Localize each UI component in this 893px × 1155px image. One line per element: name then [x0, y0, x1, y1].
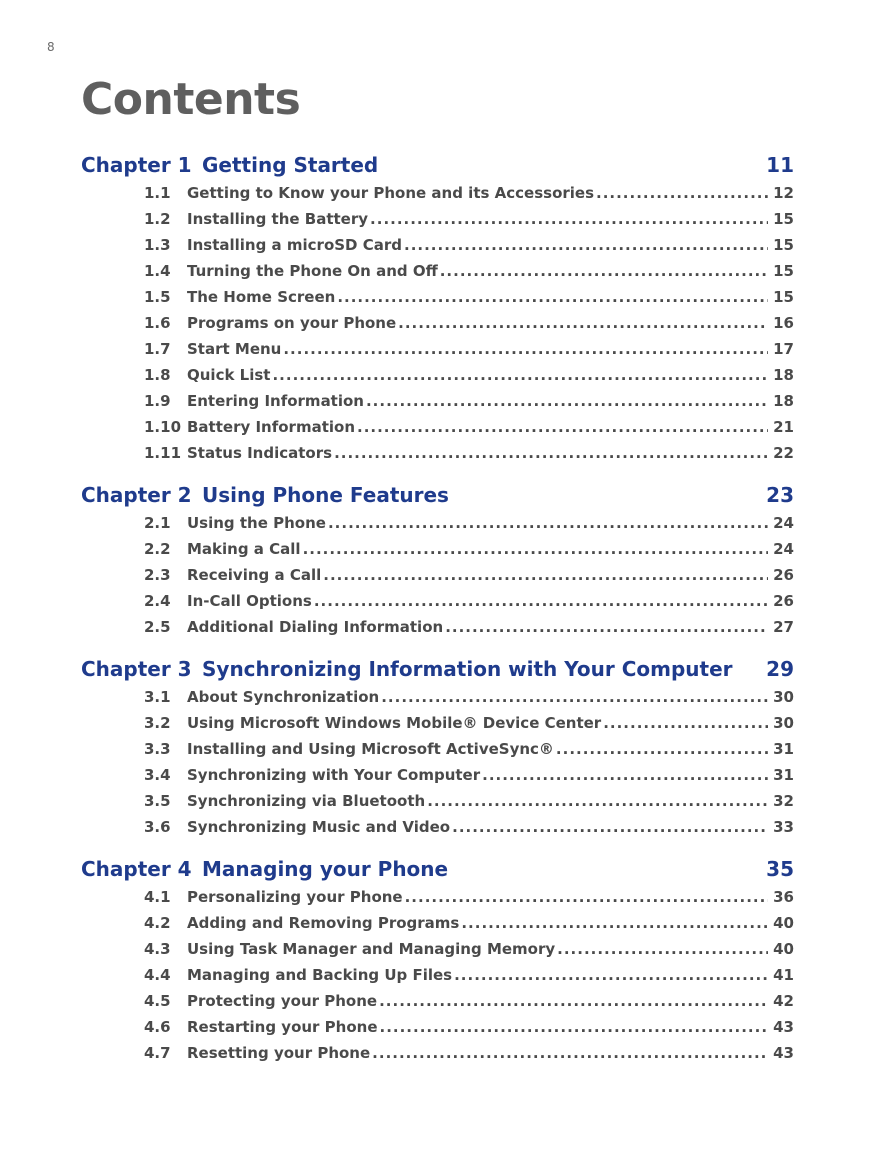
section-page-number: 43	[773, 1018, 794, 1036]
dot-leader	[380, 1018, 768, 1036]
toc-entry[interactable]	[81, 392, 794, 418]
section-number: 1.4	[144, 262, 171, 280]
toc-entry[interactable]	[81, 714, 794, 740]
section-title: Making a Call	[187, 540, 301, 558]
section-page-number: 15	[773, 288, 794, 306]
section-title: Installing the Battery	[187, 210, 369, 228]
section-number: 3.4	[144, 766, 171, 784]
section-list	[81, 688, 794, 844]
section-number: 4.2	[144, 914, 171, 932]
dot-leader	[482, 766, 768, 784]
section-number: 1.9	[144, 392, 171, 410]
dot-leader	[603, 714, 768, 732]
toc-entry[interactable]	[81, 236, 794, 262]
section-number: 1.2	[144, 210, 171, 228]
chapter-heading[interactable]	[81, 657, 794, 687]
chapter-label: Chapter 1	[81, 153, 192, 177]
dot-leader	[556, 740, 768, 758]
section-number: 1.8	[144, 366, 171, 384]
section-number: 3.2	[144, 714, 171, 732]
section-number: 4.7	[144, 1044, 171, 1062]
toc-entry[interactable]	[81, 940, 794, 966]
chapter-title: Synchronizing Information with Your Computer	[202, 657, 733, 681]
chapter-page-number: 29	[766, 657, 794, 681]
section-number: 1.7	[144, 340, 171, 358]
toc-entry[interactable]	[81, 1018, 794, 1044]
section-title: Start Menu	[187, 340, 282, 358]
section-page-number: 43	[773, 1044, 794, 1062]
toc-entry[interactable]	[81, 514, 794, 540]
section-page-number: 22	[773, 444, 794, 462]
section-number: 4.4	[144, 966, 171, 984]
section-page-number: 27	[773, 618, 794, 636]
section-title: Programs on your Phone	[187, 314, 397, 332]
toc-entry[interactable]	[81, 740, 794, 766]
section-list	[81, 184, 794, 470]
section-page-number: 15	[773, 236, 794, 254]
chapter-section	[81, 483, 794, 644]
section-page-number: 24	[773, 540, 794, 558]
section-title: Installing a microSD Card	[187, 236, 402, 254]
toc-entry[interactable]	[81, 262, 794, 288]
section-number: 1.10	[144, 418, 182, 436]
dot-leader	[445, 618, 768, 636]
section-page-number: 40	[773, 940, 794, 958]
section-page-number: 26	[773, 592, 794, 610]
section-number: 4.5	[144, 992, 171, 1010]
section-page-number: 26	[773, 566, 794, 584]
chapter-heading[interactable]	[81, 153, 794, 183]
toc-entry[interactable]	[81, 340, 794, 366]
chapter-heading[interactable]	[81, 483, 794, 513]
toc-entry[interactable]	[81, 288, 794, 314]
chapter-label: Chapter 4	[81, 857, 192, 881]
section-title: About Synchronization	[187, 688, 380, 706]
section-title: Managing and Backing Up Files	[187, 966, 453, 984]
section-list	[81, 888, 794, 1070]
dot-leader	[323, 566, 768, 584]
toc-entry[interactable]	[81, 914, 794, 940]
chapter-title: Managing your Phone	[202, 857, 449, 881]
section-number: 2.3	[144, 566, 171, 584]
section-page-number: 15	[773, 210, 794, 228]
section-number: 2.4	[144, 592, 171, 610]
page-title: Contents	[81, 74, 301, 125]
section-title: Quick List	[187, 366, 271, 384]
chapter-page-number: 23	[766, 483, 794, 507]
section-title: Battery Information	[187, 418, 356, 436]
chapter-section	[81, 153, 794, 470]
section-page-number: 18	[773, 366, 794, 384]
section-title: Restarting your Phone	[187, 1018, 378, 1036]
dot-leader	[334, 444, 768, 462]
section-title: Installing and Using Microsoft ActiveSync®	[187, 740, 554, 758]
dot-leader	[283, 340, 768, 358]
toc-entry[interactable]	[81, 418, 794, 444]
section-page-number: 12	[773, 184, 794, 202]
toc-entry[interactable]	[81, 618, 794, 644]
section-title: Using Task Manager and Managing Memory	[187, 940, 556, 958]
dot-leader	[372, 1044, 768, 1062]
section-number: 1.11	[144, 444, 182, 462]
section-title: Synchronizing via Bluetooth	[187, 792, 426, 810]
toc-entry[interactable]	[81, 592, 794, 618]
table-of-contents	[81, 153, 794, 1083]
section-number: 1.1	[144, 184, 171, 202]
section-page-number: 16	[773, 314, 794, 332]
toc-entry[interactable]	[81, 184, 794, 210]
toc-entry[interactable]	[81, 688, 794, 714]
section-title: In-Call Options	[187, 592, 312, 610]
toc-entry[interactable]	[81, 818, 794, 844]
chapter-heading[interactable]	[81, 857, 794, 887]
toc-entry[interactable]	[81, 966, 794, 992]
section-page-number: 24	[773, 514, 794, 532]
chapter-section	[81, 857, 794, 1070]
section-page-number: 31	[773, 740, 794, 758]
section-number: 3.3	[144, 740, 171, 758]
section-title: Protecting your Phone	[187, 992, 378, 1010]
section-page-number: 18	[773, 392, 794, 410]
dot-leader	[272, 366, 768, 384]
section-page-number: 21	[773, 418, 794, 436]
toc-entry[interactable]	[81, 792, 794, 818]
page-number: 8	[47, 40, 55, 54]
section-page-number: 33	[773, 818, 794, 836]
toc-entry[interactable]	[81, 444, 794, 470]
dot-leader	[454, 966, 768, 984]
section-page-number: 36	[773, 888, 794, 906]
dot-leader	[370, 210, 768, 228]
section-page-number: 30	[773, 714, 794, 732]
toc-entry[interactable]	[81, 992, 794, 1018]
dot-leader	[337, 288, 768, 306]
chapter-section	[81, 657, 794, 844]
section-title: Getting to Know your Phone and its Accessories	[187, 184, 595, 202]
section-page-number: 32	[773, 792, 794, 810]
dot-leader	[452, 818, 768, 836]
section-title: Turning the Phone On and Off	[187, 262, 438, 280]
section-number: 1.5	[144, 288, 171, 306]
section-title: Using Microsoft Windows Mobile® Device Center	[187, 714, 602, 732]
chapter-title: Getting Started	[202, 153, 379, 177]
section-page-number: 42	[773, 992, 794, 1010]
section-number: 2.2	[144, 540, 171, 558]
chapter-title: Using Phone Features	[202, 483, 449, 507]
dot-leader	[461, 914, 768, 932]
section-number: 3.1	[144, 688, 171, 706]
dot-leader	[366, 392, 768, 410]
section-title: Additional Dialing Information	[187, 618, 444, 636]
section-number: 4.6	[144, 1018, 171, 1036]
dot-leader	[303, 540, 768, 558]
chapter-label: Chapter 2	[81, 483, 192, 507]
toc-entry[interactable]	[81, 366, 794, 392]
dot-leader	[381, 688, 768, 706]
section-page-number: 17	[773, 340, 794, 358]
toc-entry[interactable]	[81, 540, 794, 566]
section-page-number: 31	[773, 766, 794, 784]
toc-entry[interactable]	[81, 210, 794, 236]
section-number: 1.3	[144, 236, 171, 254]
section-page-number: 41	[773, 966, 794, 984]
section-page-number: 30	[773, 688, 794, 706]
section-number: 4.1	[144, 888, 171, 906]
dot-leader	[557, 940, 768, 958]
dot-leader	[405, 888, 768, 906]
section-title: Adding and Removing Programs	[187, 914, 460, 932]
toc-entry[interactable]	[81, 566, 794, 592]
section-title: Synchronizing with Your Computer	[187, 766, 481, 784]
dot-leader	[427, 792, 768, 810]
section-page-number: 40	[773, 914, 794, 932]
section-page-number: 15	[773, 262, 794, 280]
dot-leader	[379, 992, 768, 1010]
section-number: 1.6	[144, 314, 171, 332]
section-list	[81, 514, 794, 644]
section-title: Synchronizing Music and Video	[187, 818, 451, 836]
dot-leader	[398, 314, 768, 332]
section-number: 3.6	[144, 818, 171, 836]
section-number: 4.3	[144, 940, 171, 958]
section-title: Entering Information	[187, 392, 364, 410]
section-number: 2.5	[144, 618, 171, 636]
section-title: Using the Phone	[187, 514, 326, 532]
section-title: Resetting your Phone	[187, 1044, 371, 1062]
dot-leader	[357, 418, 768, 436]
toc-entry[interactable]	[81, 1044, 794, 1070]
chapter-label: Chapter 3	[81, 657, 192, 681]
section-title: Receiving a Call	[187, 566, 322, 584]
toc-entry[interactable]	[81, 888, 794, 914]
dot-leader	[328, 514, 768, 532]
toc-entry[interactable]	[81, 766, 794, 792]
chapter-page-number: 35	[766, 857, 794, 881]
section-title: Status Indicators	[187, 444, 333, 462]
section-number: 2.1	[144, 514, 171, 532]
toc-entry[interactable]	[81, 314, 794, 340]
chapter-page-number: 11	[766, 153, 794, 177]
dot-leader	[596, 184, 768, 202]
dot-leader	[314, 592, 768, 610]
section-title: The Home Screen	[187, 288, 336, 306]
section-title: Personalizing your Phone	[187, 888, 403, 906]
section-number: 3.5	[144, 792, 171, 810]
dot-leader	[404, 236, 768, 254]
dot-leader	[440, 262, 768, 280]
